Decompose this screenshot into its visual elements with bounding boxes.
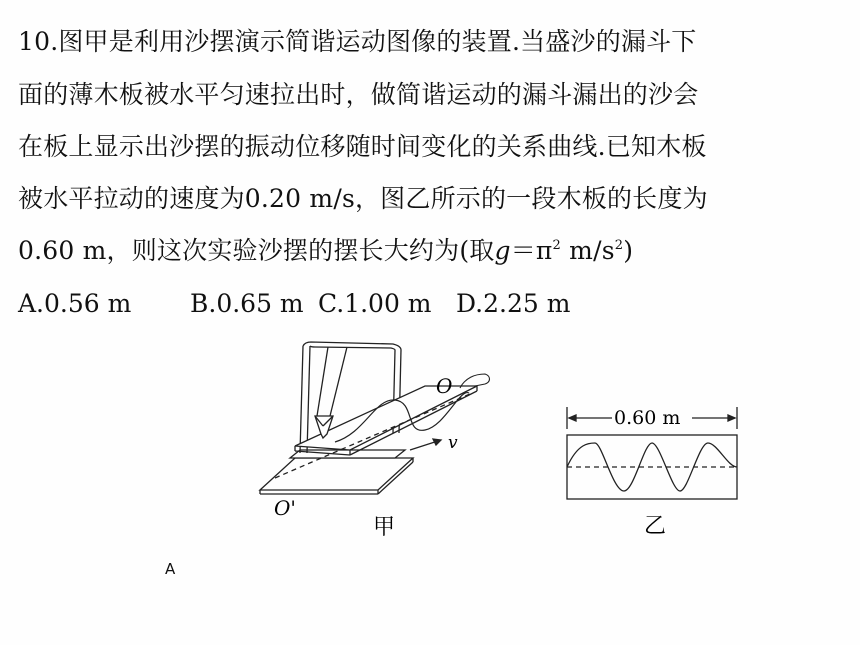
question-line-2: 面的薄木板被水平匀速拉出时，做简谐运动的漏斗漏出的沙会 bbox=[18, 80, 699, 109]
close-paren: ) bbox=[623, 236, 634, 265]
option-c[interactable]: C.1.00 m bbox=[318, 289, 432, 318]
answer-label: A bbox=[165, 560, 176, 578]
question-line-5 bbox=[18, 236, 633, 266]
length-label: 0.60 m bbox=[614, 407, 681, 429]
exponent: 2 bbox=[614, 238, 624, 253]
option-b[interactable]: B.0.65 m bbox=[190, 289, 304, 318]
caption-yi: 乙 bbox=[644, 514, 667, 539]
gravity-symbol: g bbox=[494, 236, 511, 265]
option-d[interactable]: D.2.25 m bbox=[456, 289, 571, 318]
label-o-prime: O' bbox=[274, 496, 296, 520]
caption-jia: 甲 bbox=[373, 515, 396, 540]
label-o: O bbox=[436, 374, 453, 398]
question-line-5-text: 0.60 m，则这次实验沙摆的摆长大约为(取 bbox=[18, 236, 495, 265]
option-a[interactable]: A.0.56 m bbox=[18, 289, 132, 318]
question-line-1: 10.图甲是利用沙摆演示简谐运动图像的装置.当盛沙的漏斗下 bbox=[18, 27, 697, 56]
sand-pendulum-figure bbox=[255, 338, 495, 543]
question-line-4: 被水平拉动的速度为0.20 m/s，图乙所示的一段木板的长度为 bbox=[18, 184, 708, 213]
unit-text: m/s bbox=[561, 236, 615, 265]
pi-symbol: ＝π bbox=[510, 236, 553, 265]
exponent: 2 bbox=[552, 238, 562, 253]
trace-figure bbox=[562, 405, 742, 545]
bottom-board bbox=[260, 458, 413, 490]
label-v: v bbox=[448, 433, 458, 453]
question-line-3: 在板上显示出沙摆的振动位移随时间变化的关系曲线.已知木板 bbox=[18, 132, 707, 161]
